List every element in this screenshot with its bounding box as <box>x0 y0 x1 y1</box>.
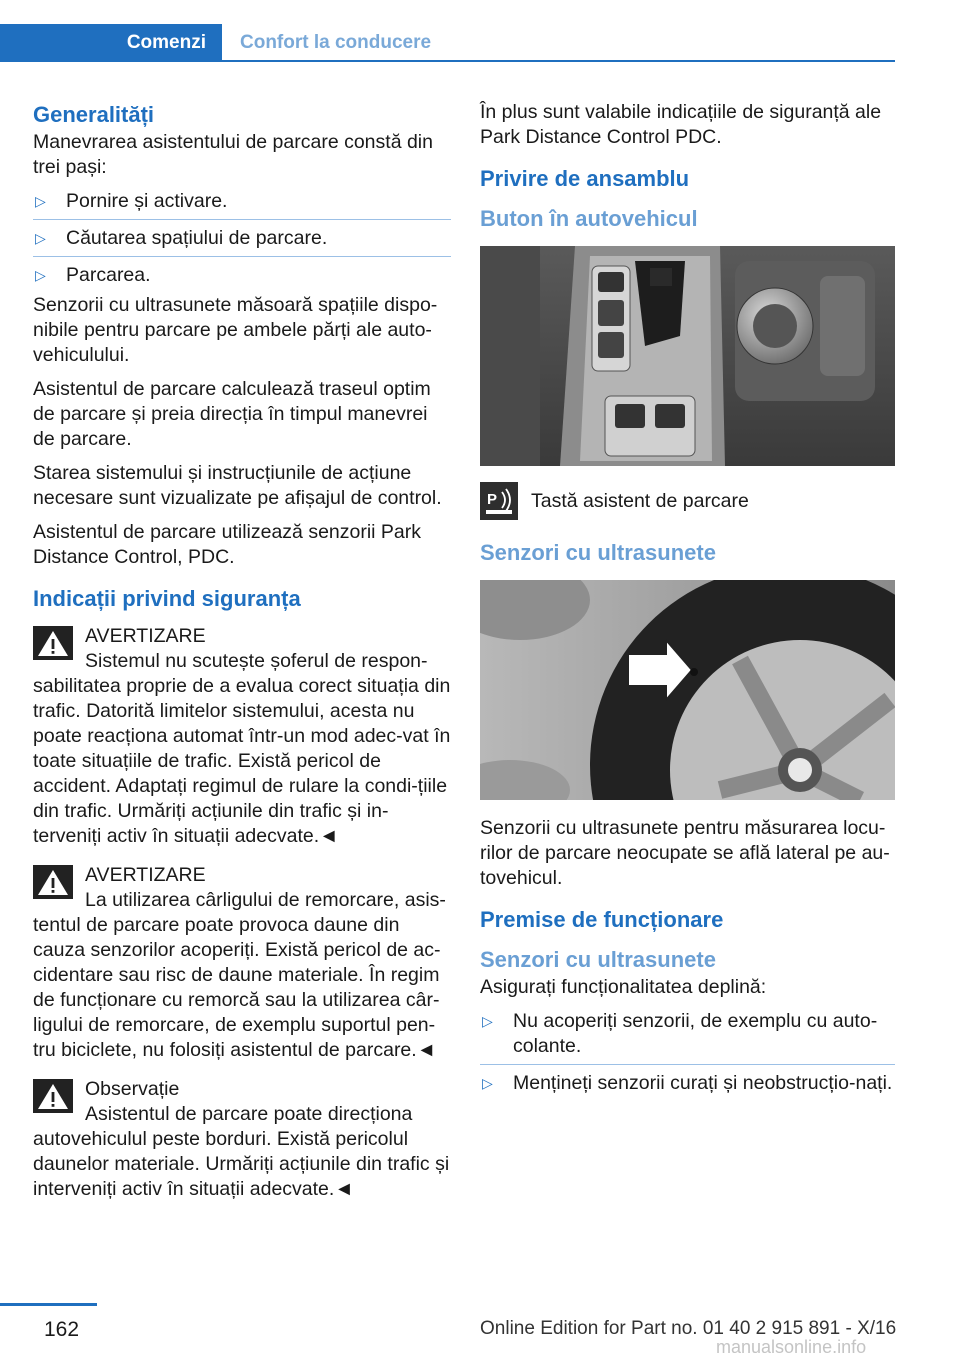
button-caption: Tastă asistent de parcare <box>531 489 749 512</box>
triangle-bullet-icon: ▷ <box>35 193 46 209</box>
subsection-title-buton: Buton în autovehicul <box>480 206 698 231</box>
paragraph: Asistentul de parcare utilizează senzorii Park Distance Control, PDC. <box>33 521 422 568</box>
tab-comenzi[interactable]: Comenzi <box>0 24 222 62</box>
warning-icon <box>33 626 73 660</box>
warning-icon <box>33 865 73 899</box>
triangle-bullet-icon: ▷ <box>35 230 46 246</box>
warning-text: La utilizarea cârligului de remorcare, asis-tentul de parcare poate provoca daune din cauza senzorilor acoperiți. Există pericol de ac-cidentare sau risc de daune materiale. În regim de funcționare cu remorcă sau la utilizarea câr-ligului de remorcare, de exemplu suportul pen-tru biciclete, nu folosiți asistentul de parcare.◄ <box>33 889 446 1061</box>
list-item: ▷ Pornire și activare. <box>35 190 228 212</box>
page-number: 162 <box>44 1318 80 1341</box>
note-text: Asistentul de parcare poate direcționa autovehiculul peste borduri. Există pericolul daunelor materiale. Urmăriți acțiunile din trafic și interveniți activ în situații adecvate.◄ <box>33 1103 450 1200</box>
section-title-premise: Premise de funcționare <box>480 907 724 932</box>
right-column <box>480 100 895 1101</box>
header-divider <box>0 60 895 62</box>
console-illustration <box>480 246 895 466</box>
warning-icon <box>33 1079 73 1113</box>
list-item: ▷ Parcarea. <box>35 264 151 286</box>
park-assist-button-icon <box>480 482 518 520</box>
note-title: Observație <box>85 1078 180 1100</box>
subsection-title-senzori: Senzori cu ultrasunete <box>480 540 716 565</box>
paragraph: Senzorii cu ultrasunete măsoară spațiile dispo-nibile pentru parcare pe ambele părți ale auto-vehiculului. <box>33 294 438 366</box>
sensor-illustration <box>480 580 895 800</box>
console-photo <box>480 246 895 466</box>
tab-confort[interactable]: Confort la conducere <box>240 32 432 53</box>
list-item: ▷ Nu acoperiți senzorii, de exemplu cu auto-colante. <box>482 1010 878 1057</box>
left-column <box>33 100 451 1216</box>
paragraph: Asistentul de parcare calculează traseul optim de parcare și preia direcția în timpul manevrei de parcare. <box>33 378 431 450</box>
warning-title: AVERTIZARE <box>85 625 206 647</box>
warning-title: AVERTIZARE <box>85 864 206 886</box>
warning-block <box>33 863 451 1063</box>
prereq-intro: Asigurați funcționalitatea deplină: <box>480 976 767 998</box>
steps-list <box>33 189 451 288</box>
divider <box>480 1064 895 1065</box>
list-item: ▷ Căutarea spațiului de parcare. <box>35 227 328 249</box>
watermark: manualsonline.info <box>716 1337 867 1357</box>
triangle-bullet-icon: ▷ <box>35 267 46 283</box>
warning-text: Sistemul nu scutește șoferul de respon-sabilitatea proprie de a evalua corect situația din trafic. Datorită limitelor sistemului, acesta nu poate reacționa automat într-un mod adec-vat în toate situațiile de trafic. Există pericol de accident. Adaptați regimul de rulare la condi-țiile din trafic. Urmăriți acțiunile din trafic și in-terveniți activ în situații adecvate.◄ <box>33 650 451 847</box>
triangle-bullet-icon: ▷ <box>482 1075 493 1091</box>
section-title-generalitati: Generalități <box>33 102 155 127</box>
note-block <box>33 1077 451 1202</box>
sensors-text: Senzorii cu ultrasunete pentru măsurarea locu-rilor de parcare neocupate se află lateral pe au-tovehicul. <box>480 817 890 889</box>
page-header <box>0 0 895 62</box>
paragraph: Starea sistemului și instrucțiunile de acțiune necesare sunt vizualizate pe afișajul de control. <box>33 462 442 509</box>
button-caption-row <box>480 482 895 520</box>
paragraph: În plus sunt valabile indicațiile de siguranță ale Park Distance Control PDC. <box>480 101 882 148</box>
sensor-photo <box>480 580 895 800</box>
warning-block <box>33 624 451 849</box>
section-title-siguranta: Indicații privind siguranța <box>33 586 301 611</box>
prereq-list <box>480 1009 895 1096</box>
section-title-privire: Privire de ansamblu <box>480 166 690 191</box>
list-item: ▷ Mențineți senzorii curați și neobstrucțio-nați. <box>482 1072 893 1094</box>
divider <box>33 256 451 257</box>
svg-text:P: P <box>487 491 498 508</box>
subsection-title-senzori-2: Senzori cu ultrasunete <box>480 947 716 972</box>
footer-divider <box>0 1303 97 1306</box>
triangle-bullet-icon: ▷ <box>482 1013 493 1029</box>
edition-text: Online Edition for Part no. 01 40 2 915 891 - X/16 <box>480 1318 897 1339</box>
divider <box>33 219 451 220</box>
intro-text: Manevrarea asistentului de parcare constă din trei pași: <box>33 131 433 178</box>
